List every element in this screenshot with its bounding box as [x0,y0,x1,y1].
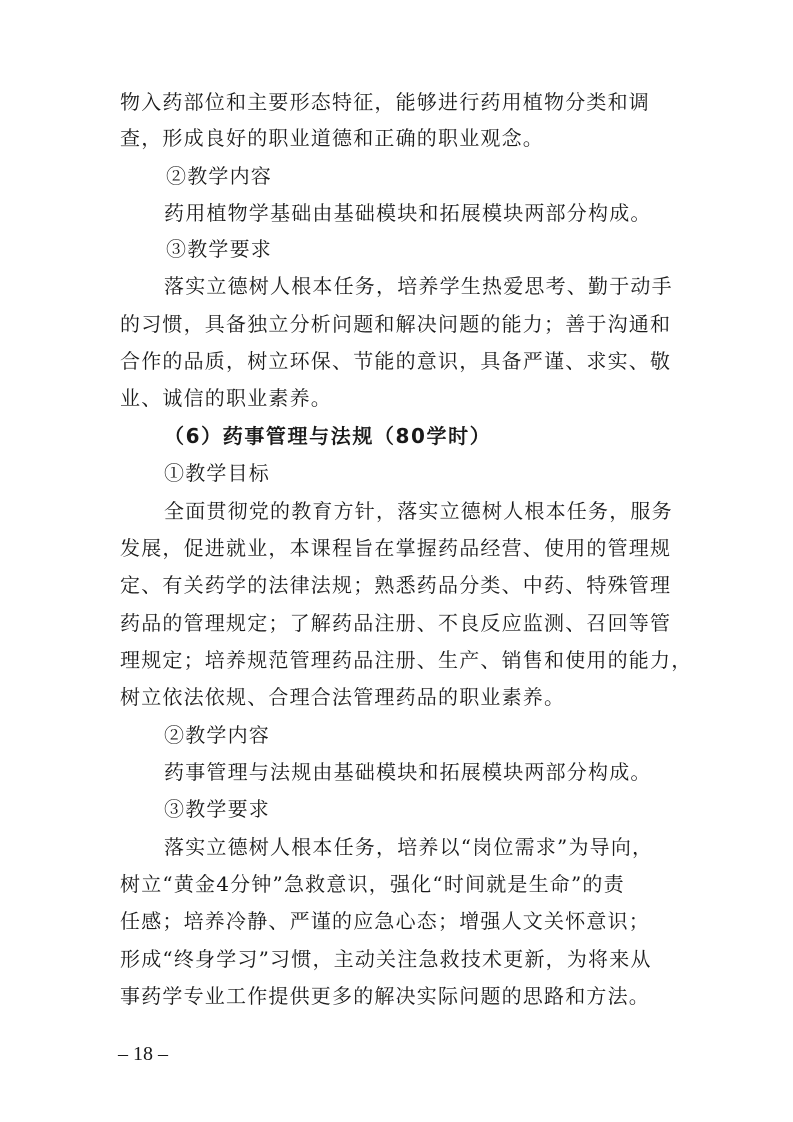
paragraph-line: 理规定；培养规范管理药品注册、生产、销售和使用的能力， [120,648,693,672]
paragraph-line: 全面贯彻党的教育方针，落实立德树人根本任务，服务 [164,499,673,523]
paragraph-line: 定、有关药学的法律法规；熟悉药品分类、中药、特殊管理 [120,573,672,597]
paragraph-line: 任感；培养冷静、严谨的应急心态；增强人文关怀意识； [120,909,650,933]
subsection-title-content: ②教学内容 [166,164,272,188]
paragraph-line: 树立“黄金4分钟”急救意识，强化“时间就是生命”的责 [120,872,625,896]
paragraph-line: 形成“终身学习”习惯，主动关注急救技术更新，为将来从 [120,947,652,971]
subsection-title-requirements: ③教学要求 [164,797,270,821]
paragraph-line: 药品的管理规定；了解药品注册、不良反应监测、召回等管 [120,611,672,635]
subsection-title-goals: ①教学目标 [164,461,270,485]
paragraph-line: 查，形成良好的职业道德和正确的职业观念。 [120,126,544,150]
paragraph-line: 的习惯，具备独立分析问题和解决问题的能力；善于沟通和 [120,312,672,336]
paragraph-line: 业、诚信的职业素养。 [120,386,332,410]
paragraph-line: 药事管理与法规由基础模块和拓展模块两部分构成。 [164,760,652,784]
paragraph-line: 落实立德树人根本任务，培养学生热爱思考、勤于动手 [164,274,673,298]
paragraph-line: 事药学专业工作提供更多的解决实际问题的思路和方法。 [120,984,650,1008]
subsection-title-content: ②教学内容 [164,723,270,747]
page-number: – 18 – [118,1043,168,1065]
paragraph-line: 落实立德树人根本任务，培养以“岗位需求”为导向， [164,835,654,859]
paragraph-line: 合作的品质，树立环保、节能的意识，具备严谨、求实、敬 [120,349,672,373]
subsection-title-requirements: ③教学要求 [166,237,272,261]
section-heading: （6）药事管理与法规（80学时） [164,424,492,448]
paragraph-line: 树立依法依规、合理合法管理药品的职业素养。 [120,685,566,709]
paragraph-line: 药用植物学基础由基础模块和拓展模块两部分构成。 [164,201,652,225]
paragraph-line: 发展，促进就业，本课程旨在掌握药品经营、使用的管理规 [120,536,672,560]
paragraph-line: 物入药部位和主要形态特征，能够进行药用植物分类和调 [120,90,650,114]
